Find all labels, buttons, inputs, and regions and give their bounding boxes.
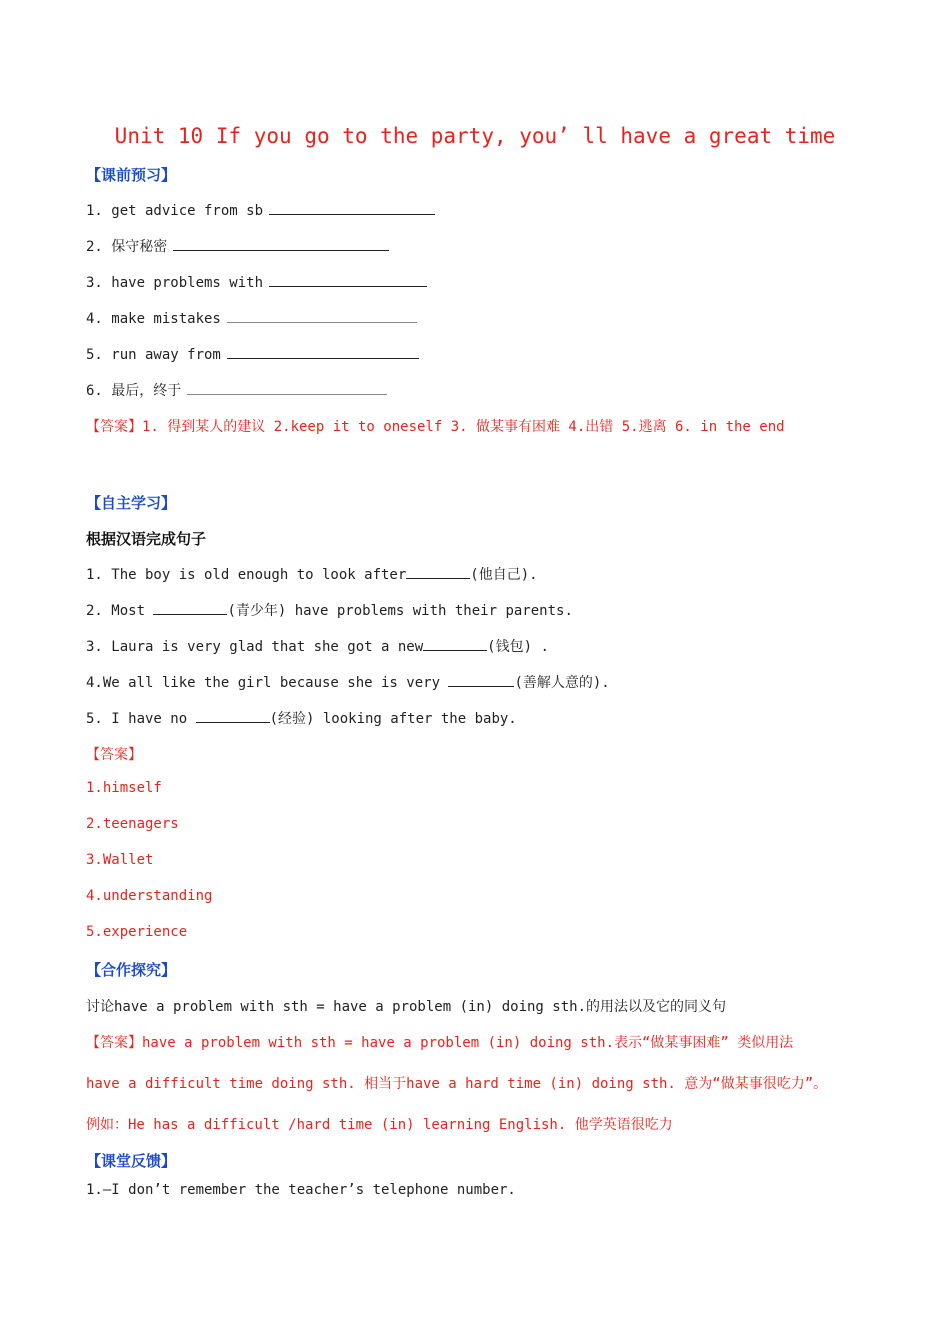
answer-blank[interactable] <box>406 564 470 579</box>
answer-blank[interactable] <box>173 236 389 251</box>
sentence-start: 3. Laura is very glad that she got a new <box>86 639 424 655</box>
answer-blank[interactable] <box>227 308 417 323</box>
preview-item-text: 6. 最后，终于 <box>86 383 182 399</box>
self-study-answer-2: 2.teenagers <box>86 816 179 832</box>
sentence-start: 5. I have no <box>86 711 196 727</box>
section-heading-cooperation: 【合作探究】 <box>86 961 177 979</box>
cooperation-question: 讨论have a problem with sth = have a problem (in) doing sth.的用法以及它的同义句 <box>86 999 727 1015</box>
self-study-item-5 <box>86 708 517 728</box>
cooperation-answer-line-2: have a difficult time doing sth. 相当于have a hard time (in) doing sth. 意为“做某事很吃力”。 <box>86 1076 828 1092</box>
answer-blank[interactable] <box>423 636 487 651</box>
self-study-item-1 <box>86 564 538 584</box>
preview-item-5 <box>86 344 419 363</box>
answer-blank[interactable] <box>153 600 227 615</box>
sentence-end: (经验) looking after the baby. <box>269 711 517 727</box>
self-study-item-3 <box>86 636 549 656</box>
self-study-answer-4: 4.understanding <box>86 888 213 904</box>
preview-item-6 <box>86 380 387 400</box>
sentence-start: 2. Most <box>86 603 154 619</box>
self-study-answer-5: 5.experience <box>86 924 188 940</box>
sentence-start: 1. The boy is old enough to look after <box>86 567 407 583</box>
preview-answer: 【答案】1. 得到某人的建议 2.keep it to oneself 3. 做某事有困难 4.出错 5.逃离 6. in the end <box>86 419 785 435</box>
preview-item-2 <box>86 236 389 256</box>
preview-item-text: 4. make mistakes <box>86 311 221 327</box>
preview-item-text: 5. run away from <box>86 347 221 363</box>
section-heading-feedback: 【课堂反馈】 <box>86 1152 177 1170</box>
answer-blank[interactable] <box>448 672 514 687</box>
preview-item-4 <box>86 308 417 327</box>
sentence-start: 4.We all like the girl because she is very <box>86 675 449 691</box>
self-study-instruction: 根据汉语完成句子 <box>86 530 207 548</box>
section-heading-preview: 【课前预习】 <box>86 166 177 184</box>
answer-blank[interactable] <box>196 708 270 723</box>
preview-item-3 <box>86 272 427 291</box>
section-heading-self-study: 【自主学习】 <box>86 494 177 512</box>
answer-blank[interactable] <box>227 344 419 359</box>
sentence-end: (钱包) . <box>487 639 549 655</box>
sentence-end: (他自己). <box>470 567 538 583</box>
self-study-item-4 <box>86 672 610 692</box>
sentence-end: (青少年) have problems with their parents. <box>227 603 573 619</box>
preview-item-text: 2. 保守秘密 <box>86 239 168 255</box>
feedback-item-1: 1.—I don’t remember the teacher’s telephone number. <box>86 1182 516 1198</box>
answer-blank[interactable] <box>269 272 427 287</box>
preview-item-text: 1. get advice from sb <box>86 203 264 219</box>
sentence-end: (善解人意的). <box>514 675 610 691</box>
self-study-item-2 <box>86 600 573 620</box>
self-study-answer-label: 【答案】 <box>86 747 142 763</box>
answer-blank[interactable] <box>269 200 435 215</box>
cooperation-answer-line-1: 【答案】have a problem with sth = have a problem (in) doing sth.表示“做某事困难” 类似用法 <box>86 1035 794 1051</box>
preview-item-text: 3. have problems with <box>86 275 264 291</box>
page-title: Unit 10 If you go to the party, you’ ll have a great time <box>114 124 836 148</box>
cooperation-answer-line-3: 例如：He has a difficult /hard time (in) learning English. 他学英语很吃力 <box>86 1117 673 1133</box>
self-study-answer-3: 3.Wallet <box>86 852 154 868</box>
preview-item-1 <box>86 200 435 219</box>
self-study-answer-1: 1.himself <box>86 780 162 796</box>
answer-blank[interactable] <box>187 380 387 395</box>
